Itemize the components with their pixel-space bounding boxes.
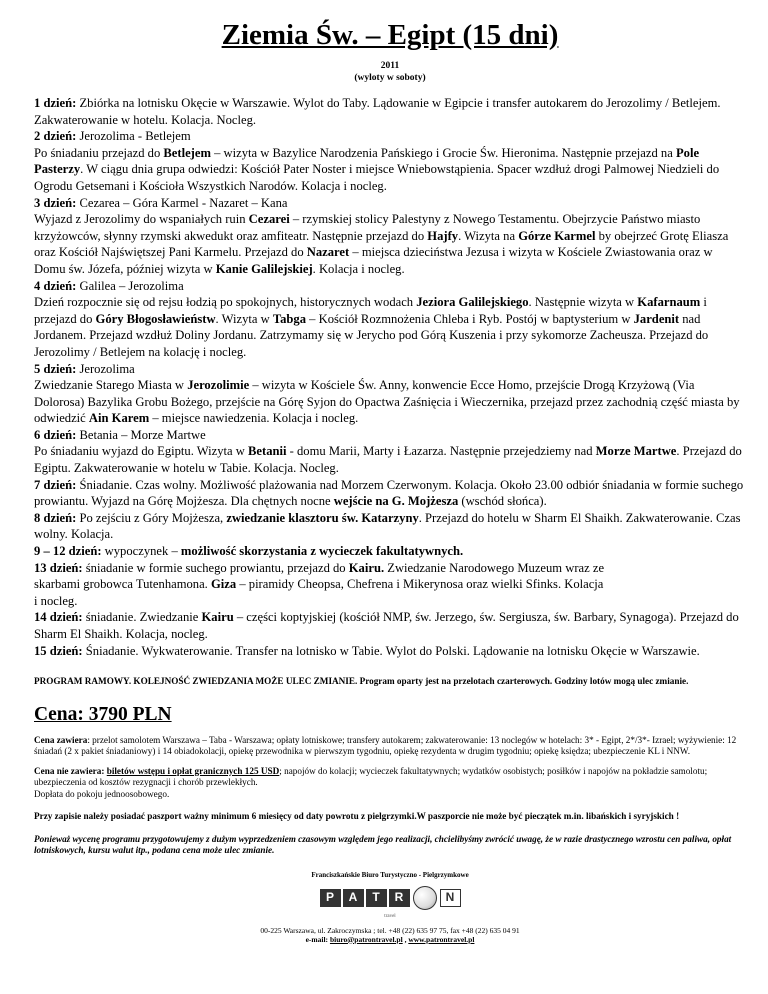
itinerary-text: – Kościół Rozmnożenia Chleba i Ryb. Postój w baptysterium w (306, 311, 634, 326)
itinerary-text: Po zejściu z Góry Mojżesza, (76, 510, 227, 525)
itinerary-text: – części koptyjskiej (kościół NMP, św. Jerzego, św. Sergiusza, św. Barbary, Synagoga). Przejazd do Sharm El Shaikh. Kolacja, nocleg. (34, 610, 739, 641)
itinerary-text: Zwiedzanie Starego Miasta w (34, 378, 188, 393)
passport-note: Przy zapisie należy posiadać paszport ważny minimum 6 miesięcy od daty powrotu z pielgrzymki.W paszporcie nie może być pieczątek m.in. libańskich i syryjskich ! (34, 811, 680, 822)
itinerary-bold-text: 4 dzień: (34, 278, 77, 293)
logo-letter: P (320, 889, 341, 907)
itinerary-bold-text: Kairu (201, 610, 234, 625)
logo-letter: N (440, 889, 461, 907)
itinerary-text: Zbiórka na lotnisku Okęcie w Warszawie. Wylot do Taby. Lądowanie w Egipcie i transfer autokarem do Jerozolimy / Betlejem. Zakwaterowanie w hotelu. Kolacja. Nocleg. (34, 96, 721, 127)
itinerary-bold-text: Cezarei (248, 212, 290, 227)
itinerary-bold-text: Betanii (248, 444, 287, 459)
itinerary-bold-text: Hajfy (427, 228, 459, 243)
itinerary-bold-text: 9 – 12 dzień: (34, 544, 102, 559)
itinerary-bold-text: Góry Błogosławieństw (95, 311, 216, 326)
logo-sub: travel (384, 913, 396, 919)
itinerary-text: Jerozolima - Betlejem (76, 129, 191, 144)
itinerary-text: . W ciągu dnia grupa odwiedzi: Kościół Pater Noster i miejsce Wniebowstąpienia. Spacer wzdłuż drogi Palmowej Niedzieli do Ogrodu Getsemani i Kościoła Wszystkich Narodów. Kolacja i nocleg. (34, 162, 720, 193)
itinerary-text: skarbami grobowca Tutenhamona. (34, 577, 211, 592)
email-label: e-mail: (305, 934, 330, 944)
excludes-fees: biletów wstępu i opłat granicznych 125 USD (106, 765, 280, 776)
itinerary-text: . Przejazd do Egiptu. Zakwaterowanie w hotelu w Tabie. Kolacja. Nocleg. (34, 444, 742, 476)
itinerary-bold-text: 8 dzień: (34, 510, 77, 525)
itinerary-text: Śniadanie. Czas wolny. Możliwość plażowania nad Morzem Czerwonym. Kolacja. Około 23.00 odbiór śniadania w formie suchego prowiantu. Wyjazd na Górę Mojżesza. Dla chętnych nocne (34, 477, 744, 509)
excludes-text: ; napojów do kolacji; wycieczek fakultatywnych; wydatków osobistych; posiłków i napojów na pokładzie samolotu; ubezpieczenia od kosztów rezygnacji i chorób przewlekłych. (34, 765, 708, 788)
patron-logo (34, 886, 746, 910)
itinerary-bold-text: Ain Karem (88, 411, 150, 426)
itinerary-text: – wizyta w Bazylice Narodzenia Pańskiego i Grocie Św. Hieronima. Następnie przejazd na (210, 145, 676, 160)
itinerary-line (34, 361, 746, 378)
itinerary-text: Wyjazd z Jerozolimy do wspaniałych ruin (34, 212, 249, 227)
itinerary-line (34, 294, 746, 360)
price-disclaimer: Ponieważ wycenę programu przygotowujemy z dużym wyprzedzeniem czasowym względem jego realizacji, chcielibyśmy zwrócić uwagę, że w razie drastycznego wzrostu cen paliwa, opłat lotniskowych, kursu walut itp., podana cena może ulec zmianie. (34, 833, 732, 856)
itinerary-bold-text: 2 dzień: (34, 129, 77, 144)
departures-note: (wyloty w soboty) (354, 73, 426, 83)
program-note: PROGRAM RAMOWY. KOLEJNOŚĆ ZWIEDZANIA MOŻE ULEC ZMIANIE. Program oparty jest na przelotach czarterowych. Godziny lotów mogą ulec zmianie. (34, 676, 689, 687)
itinerary-bold-text: 3 dzień: (34, 195, 77, 210)
itinerary-line (34, 211, 746, 277)
itinerary-bold-text: 15 dzień: (34, 643, 83, 658)
itinerary-bold-text: Kairu. (348, 560, 385, 575)
itinerary-text: Po śniadaniu przejazd do (34, 145, 164, 160)
itinerary-bold-text: 13 dzień: (34, 560, 83, 575)
itinerary-bold-text: 6 dzień: (34, 427, 77, 442)
itinerary-text: – miejsca dzieciństwa Jezusa i wizyta w Kościele Zwiastowania oraz w Domu św. Józefa, później wizyta w (34, 245, 713, 276)
itinerary-text: by obejrzeć Grotę Eliasza oraz Kościół Najświętszej Pani Karmelu. Przejazd do (34, 228, 729, 260)
itinerary-bold-text: wejście na G. Mojżesza (333, 494, 459, 509)
document-page (34, 18, 746, 944)
itinerary-bold-text: Kafarnaum (637, 295, 701, 310)
itinerary-line (34, 377, 746, 427)
office-address: 00-225 Warszawa, ul. Zakroczymska ; tel. +48 (22) 635 97 75, fax +48 (22) 635 04 91 (260, 925, 520, 935)
itinerary-text: (wschód słońca). (458, 494, 547, 509)
itinerary-text: - domu Marii, Marty i Łazarza. Następnie przejedziemy nad (286, 444, 596, 459)
itinerary-line (34, 443, 746, 476)
itinerary-bold-text: Nazaret (306, 245, 350, 260)
itinerary (34, 95, 746, 659)
itinerary-bold-text: Kanie Galilejskiej (215, 261, 313, 276)
itinerary-text: Jerozolima (76, 361, 135, 376)
itinerary-bold-text: możliwość skorzystania z wycieczek fakultatywnych. (180, 544, 464, 559)
email-link[interactable]: biuro@patrontravel.pl (329, 934, 403, 944)
itinerary-text: . Wizyta w (215, 311, 273, 326)
price-excludes: Cena nie zawiera: biletów wstępu i opłat granicznych 125 USD; napojów do kolacji; wycieczek fakultatywnych; wydatków osobistych; posiłków i napojów na pokładzie samolotu; ubezpieczenia od kosztów rezygnacji i chorób przewlekłych. Dopłata do pokoju jednoosobowego. (34, 765, 708, 799)
itinerary-text: – piramidy Cheopsa, Chefrena i Mikerynosa oraz wielki Sfinks. Kolacja (236, 577, 604, 592)
itinerary-bold-text: zwiedzanie klasztoru św. Katarzyny (226, 510, 419, 525)
itinerary-text: Po śniadaniu wyjazd do Egiptu. Wizyta w (34, 444, 249, 459)
itinerary-line (34, 593, 746, 610)
price-heading: Cena: 3790 PLN (34, 703, 172, 725)
includes-text: : przelot samolotem Warszawa – Taba - Warszawa; opłaty lotniskowe; transfery autokarem; zakwaterowanie: 13 noclegów w hotelach: 3* - Egipt, 2*/3*- Izrael; wyżywienie: 12 śniadań (2 x pakiet śniadaniowy) i 14 obiadokolacji, opiekę przewodnika w pierwszym tygodniu, opiekę rezydenta w drugim tygodniu; opiekę księdza; ubezpieczenie KL i NNW. (34, 734, 737, 757)
itinerary-text: – wizyta w Kościele Św. Anny, konwencie Ecce Homo, przejście Drogą Krzyżową (Via Dolorosa) Bazylika Grobu Bożego, przejście na Górę Syjon do Opactwa Zaśnięcia i Wieczernika, przejazd przez zachodnią część miasta by odwiedzić (34, 378, 740, 426)
itinerary-bold-text: Tabga (272, 311, 307, 326)
itinerary-text: . Przejazd do hotelu w Sharm El Shaikh. Zakwaterowanie. Czas wolny. Kolacja. (34, 510, 741, 542)
itinerary-line (34, 128, 746, 145)
contact-line: e-mail: biuro@patrontravel.pl , www.patrontravel.pl (305, 934, 475, 944)
excludes-label: Cena nie zawiera (34, 765, 102, 776)
itinerary-text: . Wizyta na (458, 228, 519, 243)
itinerary-bold-text: Betlejem (163, 145, 211, 160)
itinerary-bold-text: 7 dzień: (34, 477, 77, 492)
logo-letter: A (343, 889, 364, 907)
itinerary-text: śniadanie. Zwiedzanie (82, 610, 202, 625)
page-title: Ziemia Św. – Egipt (15 dni) (221, 19, 559, 51)
logo-letter: T (366, 889, 387, 907)
itinerary-text: – rzymskiej stolicy Palestyny z Nowego Testamentu. Obejrzycie Państwo miasto krzyżowców, słynny rzymski akwedukt oraz amfiteatr. Następnie przejazd do (34, 212, 701, 243)
itinerary-text: Dzień rozpocznie się od rejsu łodzią po spokojnych, historycznych wodach (34, 295, 417, 310)
itinerary-text: Śniadanie. Wykwaterowanie. Transfer na lotnisko w Tabie. Wylot do Polski. Lądowanie na lotnisku Okęcie w Warszawie. (82, 643, 700, 658)
price-includes (34, 735, 746, 758)
itinerary-text: . Kolacja i nocleg. (312, 261, 405, 276)
footer (34, 871, 746, 944)
itinerary-line (34, 560, 746, 577)
office-name: Franciszkańskie Biuro Turystyczno - Pielgrzymkowe (311, 870, 469, 879)
itinerary-text: Cezarea – Góra Karmel - Nazaret – Kana (76, 195, 288, 210)
itinerary-text: nad Jordanem. Przejazd wzdłuż Doliny Jordanu. Zatrzymamy się w Jerycho pod Górą Kuszenia i przy sykomorze Zacheusza. Przejazd do Jerozolimy / Betlejem na kolację i nocleg. (34, 311, 709, 359)
itinerary-text: Zwiedzanie Narodowego Muzeum wraz ze (384, 560, 605, 575)
itinerary-line (34, 576, 746, 593)
includes-label: Cena zawiera (34, 734, 88, 745)
itinerary-text: śniadanie w formie suchego prowiantu, przejazd do (82, 560, 349, 575)
itinerary-line (34, 510, 746, 543)
itinerary-bold-text: 1 dzień: (34, 96, 77, 110)
itinerary-bold-text: 5 dzień: (34, 361, 77, 376)
logo-letter: R (389, 889, 410, 907)
itinerary-line (34, 195, 746, 212)
itinerary-bold-text: Pole Pasterzy (34, 145, 700, 177)
itinerary-line (34, 145, 746, 195)
itinerary-bold-text: Jardenit (633, 311, 680, 326)
globe-icon (413, 886, 437, 910)
itinerary-text: – miejsce nawiedzenia. Kolacja i nocleg. (149, 411, 359, 426)
itinerary-line (34, 543, 746, 560)
itinerary-bold-text: Giza (210, 577, 237, 592)
itinerary-text: i nocleg. (34, 593, 78, 608)
itinerary-bold-text: Jerozolimie (187, 378, 250, 393)
website-link[interactable]: www.patrontravel.pl (408, 934, 475, 944)
itinerary-text: i przejazd do (34, 295, 707, 326)
itinerary-line (34, 278, 746, 295)
year-label: 2011 (380, 61, 400, 71)
itinerary-text: . Następnie wizyta w (528, 295, 638, 310)
itinerary-line (34, 609, 746, 642)
single-room-supplement: Dopłata do pokoju jednoosobowego. (34, 788, 170, 799)
itinerary-line (34, 95, 746, 128)
itinerary-bold-text: Górze Karmel (518, 228, 596, 243)
itinerary-text: wypoczynek – (101, 544, 181, 559)
itinerary-bold-text: Morze Martwe (595, 444, 677, 459)
itinerary-text: Galilea – Jerozolima (76, 278, 184, 293)
itinerary-bold-text: 14 dzień: (34, 610, 83, 625)
itinerary-text: Betania – Morze Martwe (76, 427, 206, 442)
itinerary-line (34, 427, 746, 444)
itinerary-line (34, 643, 746, 660)
itinerary-bold-text: Jeziora Galilejskiego (416, 295, 529, 310)
itinerary-line (34, 477, 746, 510)
